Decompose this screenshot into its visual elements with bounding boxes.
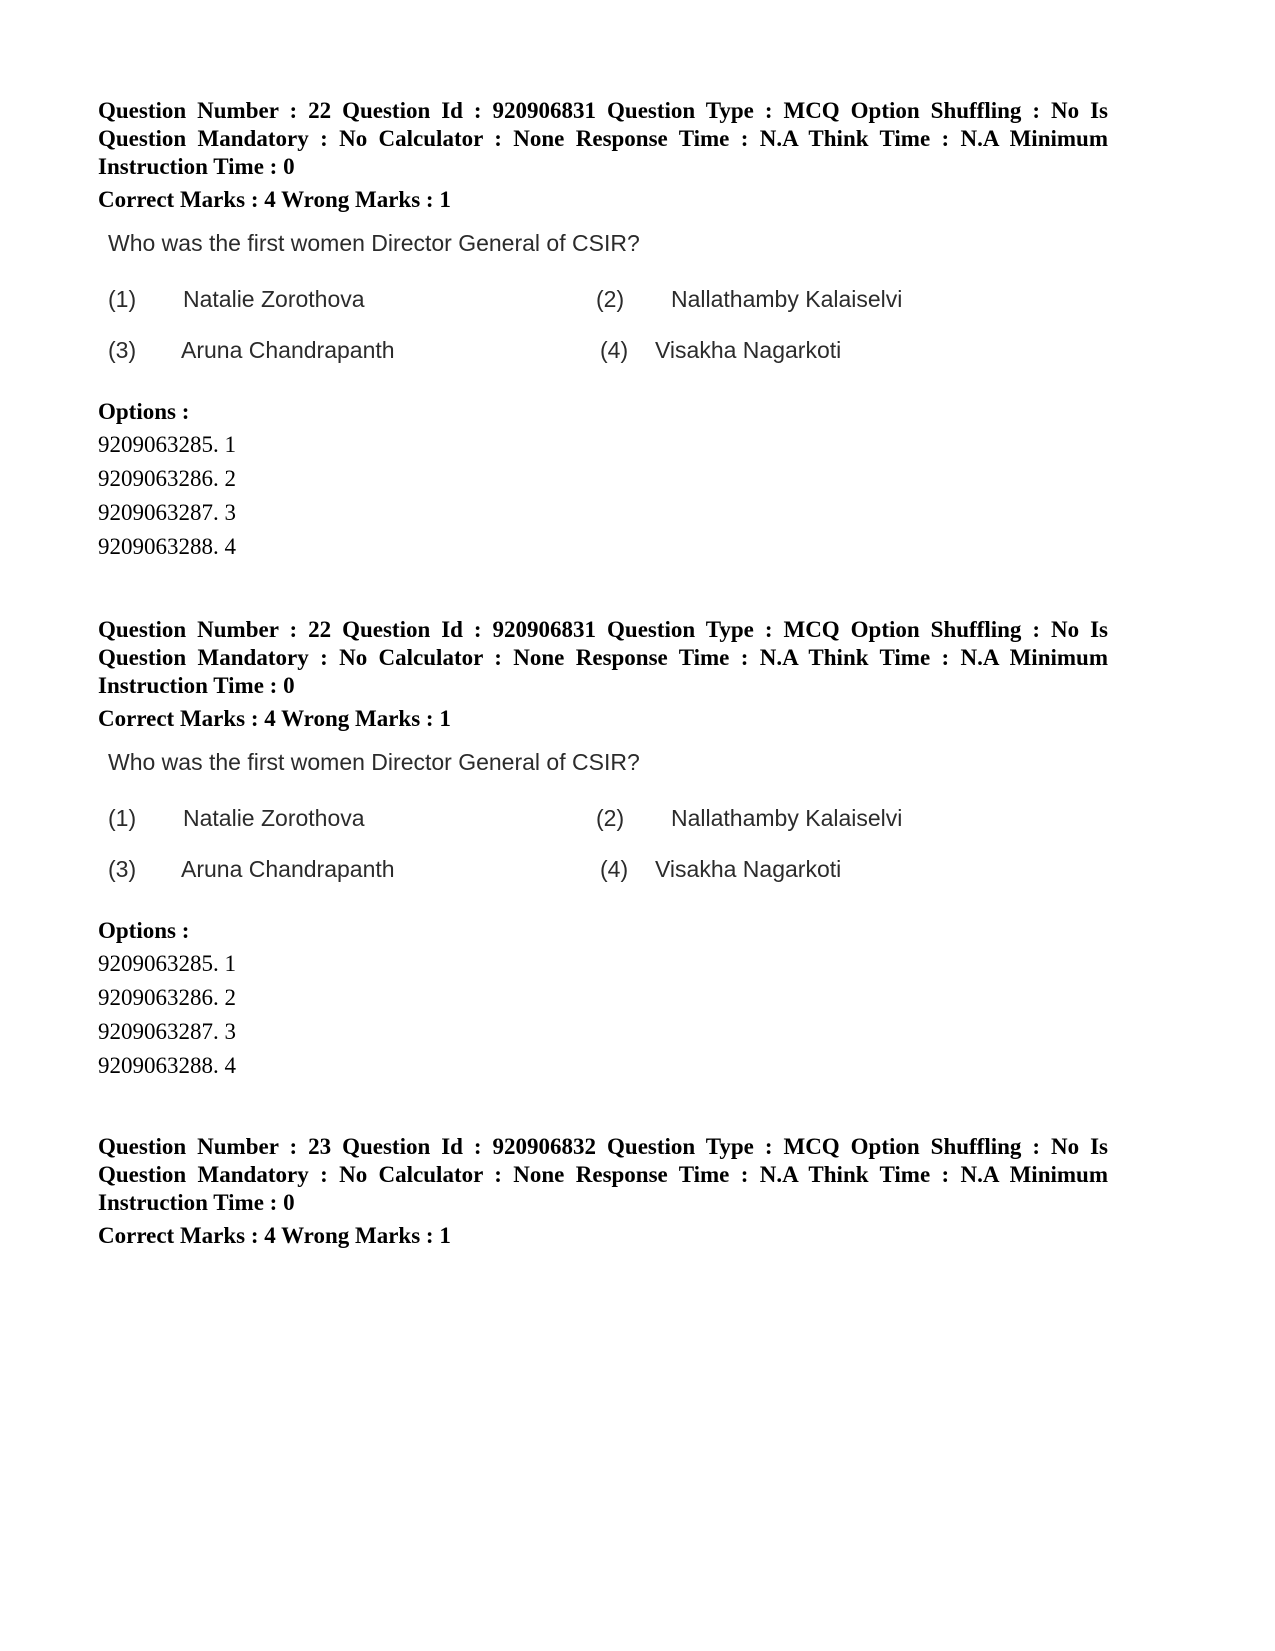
choice-text: Natalie Zorothova [183, 286, 365, 312]
question-marks: Correct Marks : 4 Wrong Marks : 1 [98, 706, 451, 731]
question-marks: Correct Marks : 4 Wrong Marks : 1 [98, 1223, 451, 1248]
option-item: 9209063285. 1 [98, 432, 236, 457]
option-item: 9209063288. 4 [98, 1053, 236, 1078]
choice-number: (2) [596, 805, 625, 831]
choice-text: Visakha Nagarkoti [655, 856, 842, 882]
question-text: Who was the first women Director General of CSIR? [108, 230, 640, 256]
question-block [98, 1133, 1108, 1250]
question-block [98, 616, 1108, 1083]
choice-number: (4) [600, 337, 629, 363]
options-heading: Options : [98, 399, 190, 424]
option-item: 9209063285. 1 [98, 951, 236, 976]
choice-text: Aruna Chandrapanth [181, 856, 395, 882]
options-list [98, 947, 1108, 1083]
options-heading: Options : [98, 918, 190, 943]
option-item: 9209063287. 3 [98, 500, 236, 525]
question-meta: Question Number : 23 Question Id : 920906832 Question Type : MCQ Option Shuffling : No Is Question Mandatory : No Calculator : None Response Time : N.A Think Time : N.A Minimum Instruction Time : 0 [98, 1134, 1108, 1215]
choice-number: (3) [108, 337, 137, 363]
choice-text: Aruna Chandrapanth [181, 337, 395, 363]
question-image [98, 230, 1108, 390]
choice-text: Nallathamby Kalaiselvi [671, 286, 903, 312]
choice-text: Nallathamby Kalaiselvi [671, 805, 903, 831]
choice-number: (1) [108, 286, 137, 312]
question-meta: Question Number : 22 Question Id : 920906831 Question Type : MCQ Option Shuffling : No Is Question Mandatory : No Calculator : None Response Time : N.A Think Time : N.A Minimum Instruction Time : 0 [98, 617, 1108, 698]
choice-number: (4) [600, 856, 629, 882]
choice-number: (1) [108, 805, 137, 831]
option-item: 9209063288. 4 [98, 534, 236, 559]
option-item: 9209063286. 2 [98, 466, 236, 491]
question-meta: Question Number : 22 Question Id : 920906831 Question Type : MCQ Option Shuffling : No Is Question Mandatory : No Calculator : None Response Time : N.A Think Time : N.A Minimum Instruction Time : 0 [98, 98, 1108, 179]
choice-number: (2) [596, 286, 625, 312]
choice-text: Natalie Zorothova [183, 805, 365, 831]
options-list [98, 428, 1108, 564]
question-image [98, 749, 1108, 909]
question-text: Who was the first women Director General of CSIR? [108, 749, 640, 775]
question-marks: Correct Marks : 4 Wrong Marks : 1 [98, 187, 451, 212]
question-block [98, 97, 1108, 564]
choice-text: Visakha Nagarkoti [655, 337, 842, 363]
choice-number: (3) [108, 856, 137, 882]
option-item: 9209063286. 2 [98, 985, 236, 1010]
option-item: 9209063287. 3 [98, 1019, 236, 1044]
